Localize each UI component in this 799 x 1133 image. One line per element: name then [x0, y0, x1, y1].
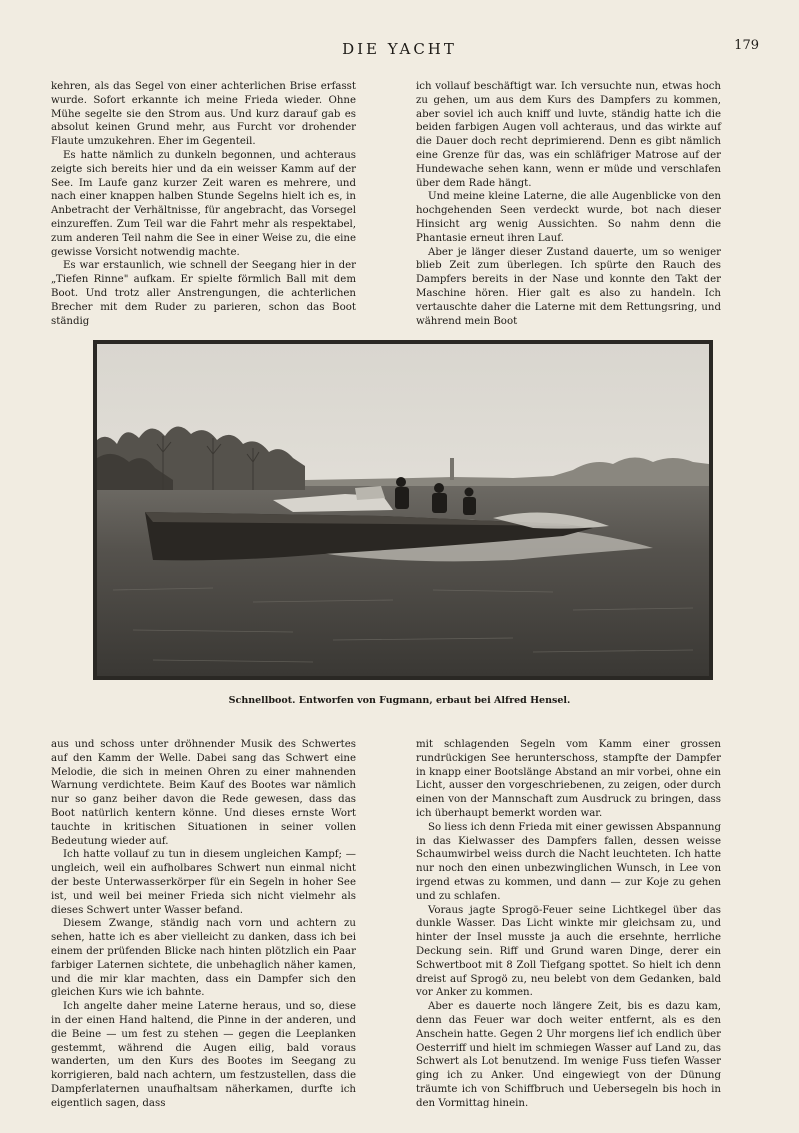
paragraph: ich vollauf beschäftigt war. Ich versuchte nun, etwas hoch zu gehen, um aus dem Kurs des Dampfers zu kommen, aber soviel ich auch kniff und luvte, ständig hatte ich die beiden farbigen Augen voll achteraus, und das wirkte auf die Dauer doch recht deprimierend. Denn es gibt nämlich eine Grenze für das, was ein schläfriger Matrose auf der Hundewache sehen kann, wenn er müde und verschlafen über dem Rade hängt. [416, 81, 721, 189]
paragraph: Aber je länger dieser Zustand dauerte, um so weniger blieb Zeit zum überlegen. Ich spürte den Rauch des Dampfers bereits in der Nase und konnte den Takt der Maschine hören. Hier galt es also zu handeln. Ich vertauschte daher die Laterne mit dem Rettungsring, und während mein Boot [416, 246, 721, 327]
text-column-bottom-left [51, 738, 356, 1109]
figure-caption: Schnellboot. Entworfen von Fugmann, erbaut bei Alfred Hensel. [228, 695, 571, 706]
paragraph: aus und schoss unter dröhnender Musik des Schwertes auf den Kamm der Welle. Dabei sang das Schwert eine Melodie, die sich in meinen Ohren zu einer mahnenden Warnung verdichtete. Beim Kauf des Bootes war nämlich nur so ganz beiher davon die Rede gewesen, dass das Boot natürlich kentern könne. Und dieses ernste Wort tauchte in kritischen Situationen in seiner vollen Bedeutung wieder auf. [51, 739, 356, 847]
paragraph: mit schlagenden Segeln vom Kamm einer grossen rundrückigen See herunterschoss, stampfte der Dampfer in knapp einer Bootslänge Abstand an mir vorbei, ohne ein Licht, ausser den vorgeschriebenen, zu zeigen, oder durch einen von der Mannschaft zum Ausdruck zu bringen, dass ich überhaupt bemerkt worden war. [416, 739, 721, 819]
paragraph: Und meine kleine Laterne, die alle Augenblicke von den hochgehenden Seen verdeckt wurde, bot nach dieser Hinsicht arg wenig Aussichten. So nahm denn die Phantasie erneut ihren Lauf. [416, 191, 721, 244]
boat-photograph [93, 340, 713, 680]
paragraph: Ich angelte daher meine Laterne heraus, und so, diese in der einen Hand haltend, die Pinne in der anderen, und die Beine — um fest zu stehen — gegen die Leeplanken gestemmt, während die Augen eilig, bald voraus wanderten, um den Kurs des Bootes im Seegang zu korrigieren, bald nach achtern, um festzustellen, dass die Dampferlaternen unaufhaltsam näherkamen, durfte ich eigentlich sagen, dass [51, 1001, 356, 1109]
paragraph: So liess ich denn Frieda mit einer gewissen Abspannung in das Kielwasser des Dampfers fallen, dessen weisse Schaumwirbel weiss durch die Nacht leuchteten. Ich hatte nur noch den einen unbezwinglichen Wunsch, in Lee von irgend etwas zu kommen, und dann — zur Koje zu gehen und zu schlafen. [416, 821, 721, 902]
paragraph: Es war erstaunlich, wie schnell der Seegang hier in der „Tiefen Rinne" aufkam. Er spielte förmlich Ball mit dem Boot. Und trotz aller Anstrengungen, die achterlichen Brecher mit dem Ruder zu parieren, schon das Boot ständig [51, 260, 356, 327]
paragraph: Aber es dauerte noch längere Zeit, bis es dazu kam, denn das Feuer war doch weiter entfernt, als es den Anschein hatte. Gegen 2 Uhr morgens lief ich endlich über Oesterriff und hielt im schmiegen Wasser auf Land zu, das Schwert als Lot benutzend. Im wenige Fuss tiefen Wasser ging ich zu Anker. Und eingewiegt von der Dünung träumte ich von Schiffbruch und Uebersegeln bis hoch in den Vormittag hinein. [416, 1001, 721, 1109]
text-column-top-left [51, 80, 356, 327]
page-number: 179 [734, 38, 759, 53]
text-column-bottom-right [416, 738, 721, 1109]
text-column-top-right [416, 80, 721, 327]
paragraph: Ich hatte vollauf zu tun in diesem ungleichen Kampf; — ungleich, weil ein aufholbares Schwert nun einmal nicht der beste Unterwasserkörper für ein Segeln in hoher See ist, und weil bei meiner Frieda sich nicht vielmehr als dieses Schwert unter Wasser befand. [51, 849, 356, 916]
paragraph: Es hatte nämlich zu dunkeln begonnen, und achteraus zeigte sich bereits hier und da ein weisser Kamm auf der See. Im Laufe ganz kurzer Zeit waren es mehrere, und nach einer knappen halben Stunde Segelns hielt ich es, in Anbetracht der Verhältnisse, für angebracht, das Vorsegel einzureffen. Zum Teil war die Fahrt mehr als respektabel, zum anderen Teil nahm die See in einer Weise zu, die eine gewisse Vorsicht notwendig machte. [51, 149, 356, 258]
photo-illustration [93, 340, 713, 680]
paragraph: Voraus jagte Sprogö-Feuer seine Lichtkegel über das dunkle Wasser. Das Licht winkte mir gleichsam zu, und hinter der Insel musste ja auch die ersehnte, herrliche Deckung sein. Riff und Grund waren Dinge, derer ein Schwertboot mit 8 Zoll Tiefgang spottet. So hielt ich denn dreist auf Sprogö zu, neu belebt von dem Gedanken, bald vor Anker zu kommen. [416, 904, 721, 999]
paragraph: kehren, als das Segel von einer achterlichen Brise erfasst wurde. Sofort erkannte ich meine Frieda wieder. Ohne Mühe segelte sie den Strom aus. Und kurz darauf gab es absolut keinen Grund mehr, aus Furcht vor drohender Flaute umzukehren. Eher im Gegenteil. [51, 81, 356, 148]
paragraph: Diesem Zwange, ständig nach vorn und achtern zu sehen, hatte ich es aber vielleicht zu danken, dass ich bei einem der prüfenden Blicke nach hinten plötzlich ein Paar farbiger Laternen sichtete, die unbehaglich näher kamen, und die mir klar machten, dass ein Dampfer sich den gleichen Kurs wie ich bahnte. [51, 918, 356, 999]
journal-title: DIE YACHT [342, 40, 457, 58]
